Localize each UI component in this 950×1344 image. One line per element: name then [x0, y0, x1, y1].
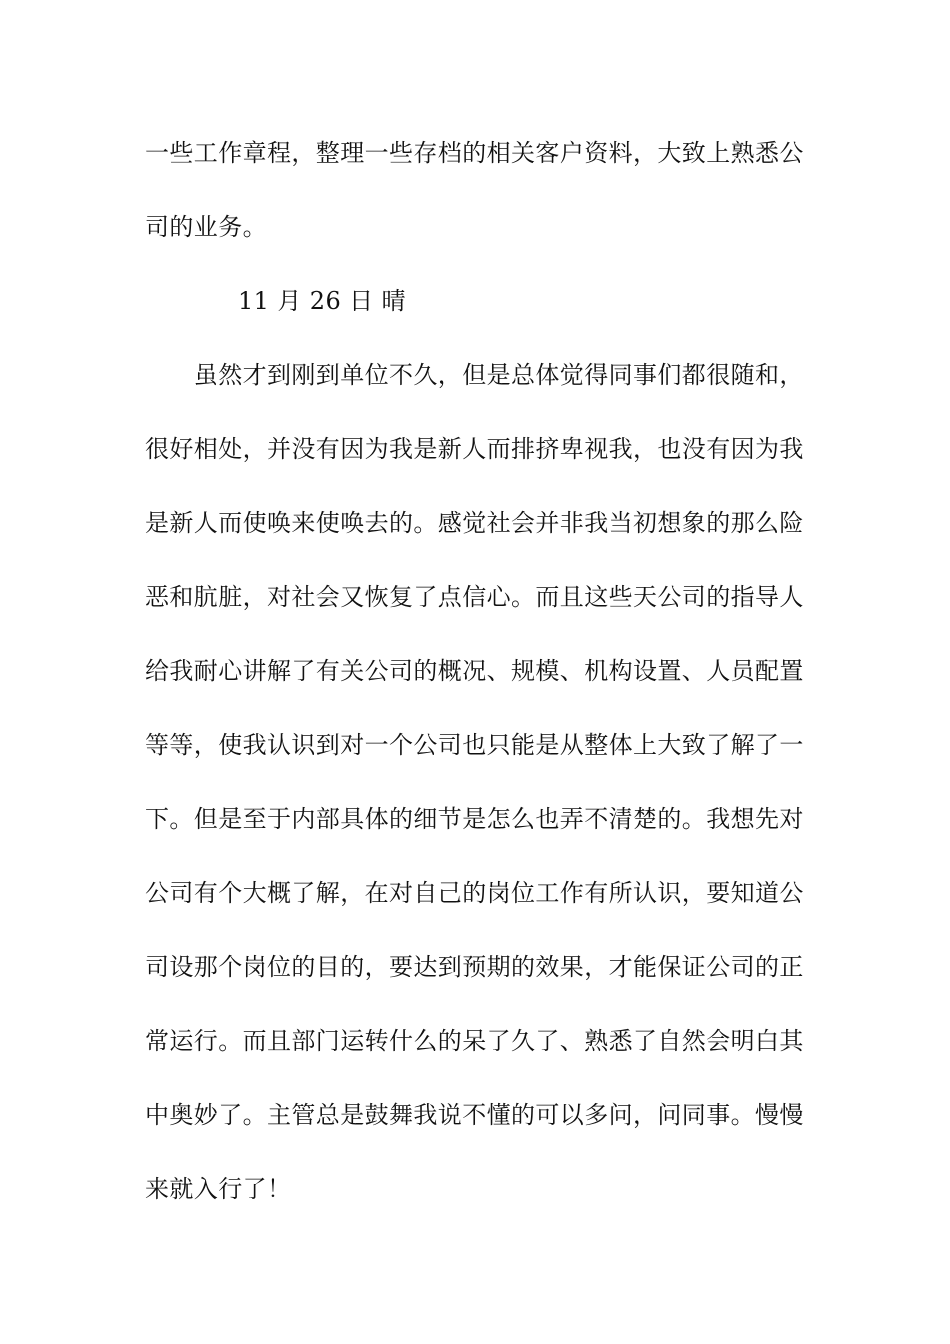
text-line: 公司有个大概了解，在对自己的岗位工作有所认识，要知道公 [145, 879, 804, 907]
text-line: 给我耐心讲解了有关公司的概况、规模、机构设置、人员配置 [145, 657, 804, 685]
text-line: 司的业务。 [145, 213, 267, 241]
text-line: 恶和肮脏，对社会又恢复了点信心。而且这些天公司的指导人 [145, 583, 804, 611]
text-line: 司设那个岗位的目的，要达到预期的效果，才能保证公司的正 [145, 953, 804, 981]
text-line: 等等，使我认识到对一个公司也只能是从整体上大致了解了一 [145, 731, 804, 759]
text-line: 常运行。而且部门运转什么的呆了久了、熟悉了自然会明白其 [145, 1027, 804, 1055]
text-line: 下。但是至于内部具体的细节是怎么也弄不清楚的。我想先对 [145, 805, 804, 833]
text-line: 中奥妙了。主管总是鼓舞我说不懂的可以多问，问同事。慢慢 [145, 1101, 804, 1129]
text-line: 来就入行了！ [145, 1175, 292, 1203]
diary-date-heading: 11 月 26 日 晴 [238, 287, 406, 315]
paragraph-first-line: 虽然才到刚到单位不久，但是总体觉得同事们都很随和， [145, 361, 804, 389]
text-line: 是新人而使唤来使唤去的。感觉社会并非我当初想象的那么险 [145, 509, 804, 537]
text-line: 很好相处，并没有因为我是新人而排挤卑视我，也没有因为我 [145, 435, 804, 463]
text-line: 一些工作章程，整理一些存档的相关客户资料，大致上熟悉公 [145, 139, 804, 167]
